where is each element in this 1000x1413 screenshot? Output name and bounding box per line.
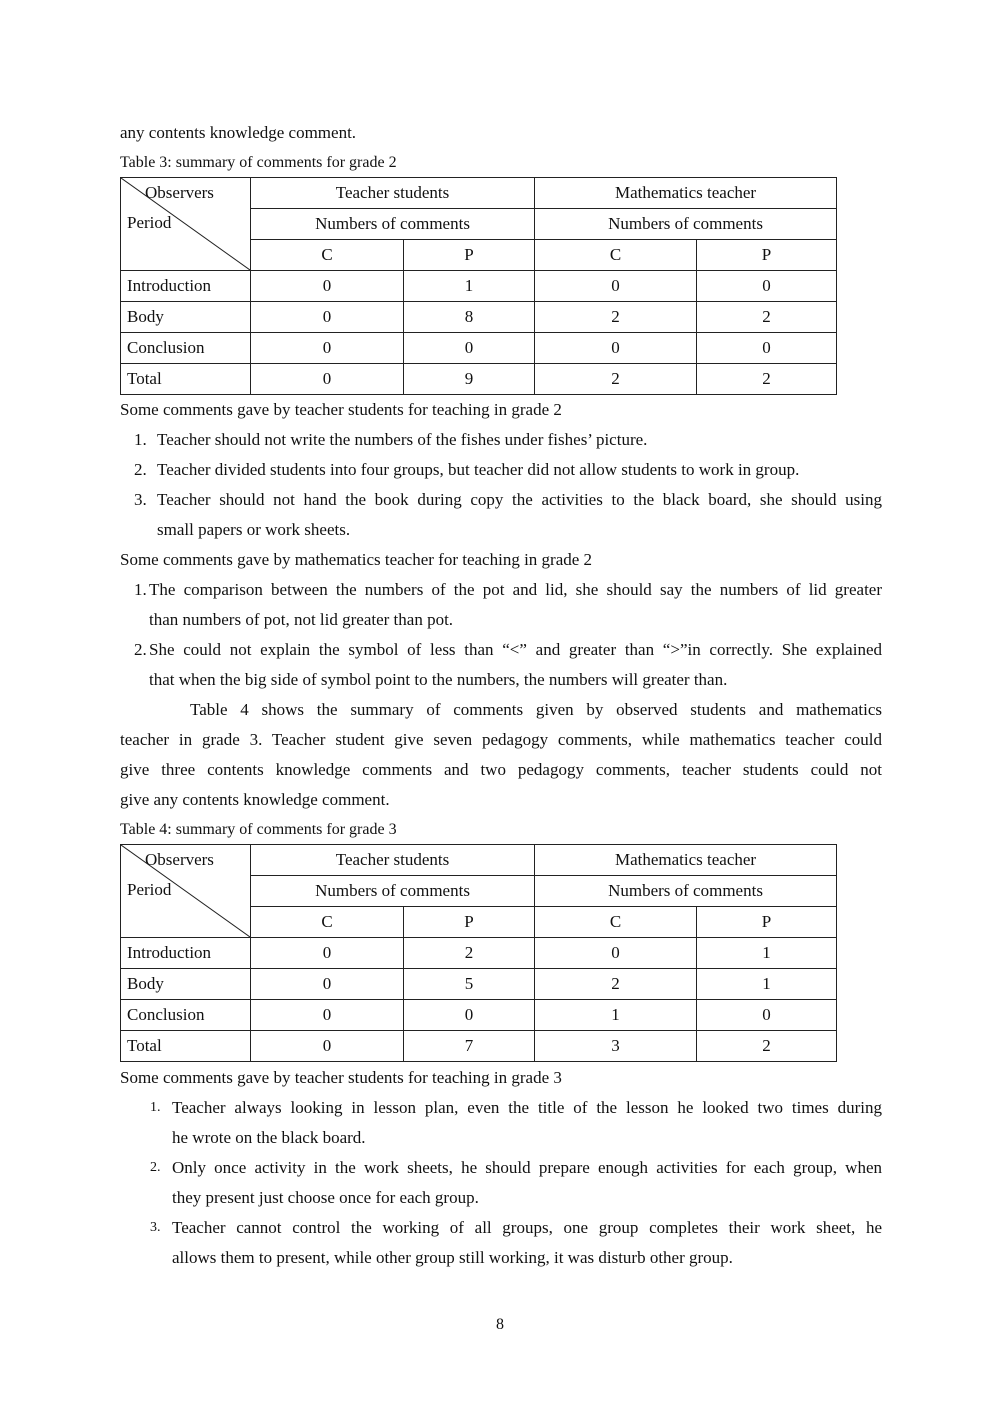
- value-cell: 0: [251, 302, 404, 333]
- table4-caption: Table 4: summary of comments for grade 3: [120, 821, 397, 838]
- table-row: [121, 271, 837, 302]
- value-cell: 1: [697, 969, 837, 1000]
- table-row: [121, 302, 837, 333]
- value-cell: 0: [697, 333, 837, 364]
- table3-caption: Table 3: summary of comments for grade 2: [120, 154, 397, 171]
- list-text: Teacher should not write the numbers of the fishes under fishes’ picture.: [157, 430, 648, 449]
- intro-line: any contents knowledge comment.: [120, 123, 357, 142]
- group-header-teacher-students: Teacher students: [251, 845, 535, 876]
- paragraph-line: Table 4 shows the summary of comments given by observed students and mathematics: [190, 700, 882, 719]
- table4-header-corner: [121, 845, 251, 938]
- paragraph-line: give any contents knowledge comment.: [120, 790, 390, 809]
- period-cell: Introduction: [121, 938, 251, 969]
- list-text: small papers or work sheets.: [157, 520, 351, 539]
- value-cell: 0: [697, 271, 837, 302]
- value-cell: 0: [535, 938, 697, 969]
- observers-label: Observers: [145, 183, 214, 202]
- period-cell: Total: [121, 364, 251, 395]
- list-item-continuation: [120, 665, 882, 695]
- value-cell: 2: [404, 938, 535, 969]
- col-header: C: [251, 240, 404, 271]
- period-label: Period: [127, 880, 172, 899]
- list-text: Teacher should not hand the book during copy the activities to the black board, she should using: [157, 490, 882, 509]
- subheader-numbers: Numbers of comments: [251, 209, 535, 240]
- col-header: C: [251, 907, 404, 938]
- observers-label: Observers: [145, 850, 214, 869]
- list-number: 3.: [150, 1220, 161, 1235]
- list-number: 2.: [134, 460, 147, 479]
- list-text: he wrote on the black board.: [172, 1128, 366, 1147]
- value-cell: 0: [251, 333, 404, 364]
- table3-header-corner: [121, 178, 251, 271]
- grade2-students-heading: Some comments gave by teacher students for teaching in grade 2: [120, 400, 562, 419]
- list-item-continuation: [120, 515, 882, 545]
- value-cell: 0: [251, 1000, 404, 1031]
- grade3-students-heading: Some comments gave by teacher students for teaching in grade 3: [120, 1068, 562, 1087]
- list-text: that when the big side of symbol point to the numbers, the numbers will greater than.: [149, 670, 728, 689]
- period-cell: Total: [121, 1031, 251, 1062]
- value-cell: 7: [404, 1031, 535, 1062]
- value-cell: 2: [535, 969, 697, 1000]
- list-item: [120, 575, 882, 605]
- value-cell: 0: [251, 969, 404, 1000]
- value-cell: 2: [697, 364, 837, 395]
- grade3-students-list: [120, 1093, 882, 1273]
- subheader-numbers: Numbers of comments: [535, 876, 837, 907]
- list-number: 2.: [134, 640, 147, 659]
- table-row: [121, 333, 837, 364]
- subheader-numbers: Numbers of comments: [535, 209, 837, 240]
- table-row: [121, 1000, 837, 1031]
- value-cell: 2: [535, 302, 697, 333]
- list-text: Teacher always looking in lesson plan, even the title of the lesson he looked two times during: [172, 1098, 882, 1117]
- list-text: The comparison between the numbers of the pot and lid, she should say the numbers of lid greater: [149, 580, 882, 599]
- list-number: 1.: [134, 580, 147, 599]
- group-header-math-teacher: Mathematics teacher: [535, 845, 837, 876]
- list-number: 3.: [134, 490, 147, 509]
- list-text: than numbers of pot, not lid greater than pot.: [149, 610, 454, 629]
- list-item-continuation: [120, 1123, 882, 1153]
- list-text: Teacher divided students into four groups, but teacher did not allow students to work in group.: [157, 460, 800, 479]
- group-header-math-teacher: Mathematics teacher: [535, 178, 837, 209]
- value-cell: 0: [251, 364, 404, 395]
- table4: [120, 844, 836, 1062]
- list-text: Only once activity in the work sheets, he should prepare enough activities for each group, when: [172, 1158, 882, 1177]
- period-label: Period: [127, 213, 172, 232]
- list-item-continuation: [120, 605, 882, 635]
- col-header: P: [697, 240, 837, 271]
- table-row: [121, 364, 837, 395]
- table-row: [121, 1031, 837, 1062]
- list-text: they present just choose once for each group.: [172, 1188, 479, 1207]
- list-number: 2.: [150, 1160, 161, 1175]
- value-cell: 0: [251, 1031, 404, 1062]
- value-cell: 0: [251, 271, 404, 302]
- period-cell: Body: [121, 302, 251, 333]
- paragraph: [120, 695, 882, 815]
- table3: [120, 177, 836, 395]
- list-item: [120, 1153, 882, 1183]
- col-header: C: [535, 240, 697, 271]
- col-header: C: [535, 907, 697, 938]
- subheader-numbers: Numbers of comments: [251, 876, 535, 907]
- col-header: P: [404, 240, 535, 271]
- value-cell: 2: [697, 1031, 837, 1062]
- list-item: [120, 485, 882, 515]
- value-cell: 3: [535, 1031, 697, 1062]
- value-cell: 0: [404, 333, 535, 364]
- table-row: [121, 969, 837, 1000]
- value-cell: 1: [404, 271, 535, 302]
- value-cell: 1: [697, 938, 837, 969]
- list-item: [120, 635, 882, 665]
- value-cell: 8: [404, 302, 535, 333]
- list-text: allows them to present, while other group still working, it was disturb other group.: [172, 1248, 733, 1267]
- col-header: P: [404, 907, 535, 938]
- list-item: [120, 1093, 882, 1123]
- col-header: P: [697, 907, 837, 938]
- value-cell: 2: [535, 364, 697, 395]
- page-content: [120, 118, 882, 1273]
- grade2-math-heading: Some comments gave by mathematics teacher for teaching in grade 2: [120, 550, 593, 569]
- value-cell: 0: [535, 271, 697, 302]
- period-cell: Conclusion: [121, 333, 251, 364]
- paragraph-line: give three contents knowledge comments and two pedagogy comments, teacher students could not: [120, 760, 882, 779]
- period-cell: Body: [121, 969, 251, 1000]
- value-cell: 0: [251, 938, 404, 969]
- list-number: 1.: [150, 1100, 161, 1115]
- group-header-teacher-students: Teacher students: [251, 178, 535, 209]
- list-item: [120, 1213, 882, 1243]
- table-row: [121, 938, 837, 969]
- list-text: Teacher cannot control the working of all groups, one group completes their work sheet, he: [172, 1218, 882, 1237]
- list-item: [120, 455, 882, 485]
- value-cell: 0: [535, 333, 697, 364]
- value-cell: 9: [404, 364, 535, 395]
- list-text: She could not explain the symbol of less than “<” and greater than “>”in correctly. She explained: [149, 640, 882, 659]
- list-item: [120, 425, 882, 455]
- value-cell: 1: [535, 1000, 697, 1031]
- value-cell: 0: [697, 1000, 837, 1031]
- paragraph-line: teacher in grade 3. Teacher student give seven pedagogy comments, while mathematics teacher could: [120, 730, 882, 749]
- grade2-math-list: [120, 575, 882, 695]
- list-item-continuation: [120, 1243, 882, 1273]
- value-cell: 0: [404, 1000, 535, 1031]
- page-number: 8: [496, 1316, 504, 1333]
- period-cell: Conclusion: [121, 1000, 251, 1031]
- value-cell: 5: [404, 969, 535, 1000]
- list-item-continuation: [120, 1183, 882, 1213]
- value-cell: 2: [697, 302, 837, 333]
- period-cell: Introduction: [121, 271, 251, 302]
- list-number: 1.: [134, 430, 147, 449]
- grade2-students-list: [120, 425, 882, 545]
